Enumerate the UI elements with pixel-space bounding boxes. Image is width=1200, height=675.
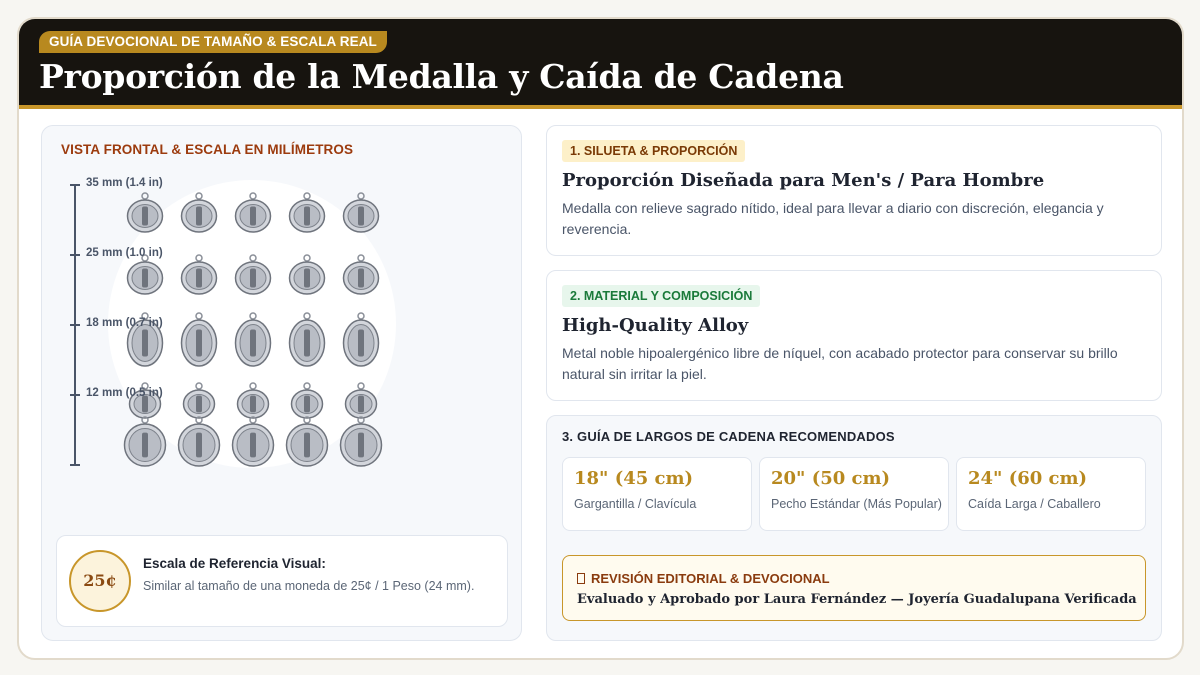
medal-icon [342, 312, 380, 368]
medal-icon [180, 254, 218, 296]
silhouette-chip: 1. SILUETA & PROPORCIÓN [562, 140, 745, 162]
chain-length: 18" (45 cm) [574, 468, 694, 489]
page-title: Proporción de la Medalla y Caída de Cadena [39, 57, 844, 96]
medal-icon [288, 312, 326, 368]
medal-icon [234, 312, 272, 368]
chain-option-24 [956, 457, 1146, 531]
scale-label-12mm: 12 mm (0.5 in) [86, 387, 163, 399]
medal-icon [123, 416, 167, 468]
scale-label-18mm: 18 mm (0.7 in) [86, 317, 163, 329]
silhouette-description: Medalla con relieve sagrado nítido, ideal para llevar a diario con discreción, elegancia y reverencia. [562, 200, 1104, 237]
silhouette-card [546, 125, 1162, 256]
review-body: Evaluado y Aprobado por Laura Fernández — Joyería Guadalupana Verificada [577, 592, 1137, 607]
medal-icon [180, 312, 218, 368]
medal-icon [290, 382, 324, 420]
medal-icon [126, 192, 164, 234]
ruler-tick [70, 254, 80, 256]
scale-panel-title: VISTA FRONTAL & ESCALA EN MILÍMETROS [61, 142, 354, 157]
medal-icon [236, 382, 270, 420]
badge-check-icon [577, 573, 585, 584]
silhouette-title: Proporción Diseñada para Men's / Para Hombre [562, 170, 1045, 191]
chain-option-18 [562, 457, 752, 531]
ruler-tick [70, 464, 80, 466]
material-description: Metal noble hipoalergénico libre de níquel, con acabado protector para conservar su brillo natural sin irritar la piel. [562, 345, 1118, 382]
medal-icon [180, 192, 218, 234]
material-card [546, 270, 1162, 401]
reference-title: Escala de Referencia Visual: [143, 556, 326, 571]
medal-icon [234, 192, 272, 234]
review-heading [577, 571, 830, 586]
editorial-review [562, 555, 1146, 621]
scale-label-35mm: 35 mm (1.4 in) [86, 177, 163, 189]
reference-description: Similar al tamaño de una moneda de 25¢ / 1 Peso (24 mm). [143, 579, 475, 593]
chain-guide-title: 3. GUÍA DE LARGOS DE CADENA RECOMENDADOS [562, 429, 895, 444]
chain-label: Caída Larga / Caballero [968, 497, 1101, 511]
medal-icon [288, 192, 326, 234]
scale-label-25mm: 25 mm (1.0 in) [86, 247, 163, 259]
medal-icon [182, 382, 216, 420]
chain-option-20 [759, 457, 949, 531]
medal-icon [342, 254, 380, 296]
medal-icon [342, 192, 380, 234]
chain-guide-card [546, 415, 1162, 641]
guide-badge: GUÍA DEVOCIONAL DE TAMAÑO & ESCALA REAL [39, 31, 387, 53]
ruler-tick [70, 324, 80, 326]
review-heading-text: REVISIÓN EDITORIAL & DEVOCIONAL [591, 571, 830, 586]
medal-icon [344, 382, 378, 420]
chain-length: 24" (60 cm) [968, 468, 1088, 489]
medal-icon [234, 254, 272, 296]
scale-panel [41, 125, 522, 641]
medal-icon [231, 416, 275, 468]
medal-icon [339, 416, 383, 468]
material-title: High-Quality Alloy [562, 315, 749, 336]
infographic-card [17, 17, 1184, 660]
coin-label: 25¢ [83, 571, 117, 590]
ruler-tick [70, 184, 80, 186]
medal-icon [285, 416, 329, 468]
medal-icon [288, 254, 326, 296]
header [19, 19, 1182, 109]
medal-icon [177, 416, 221, 468]
scale-figure [62, 174, 422, 474]
ruler-tick [70, 394, 80, 396]
reference-box [56, 535, 508, 627]
chain-label: Pecho Estándar (Más Popular) [771, 497, 942, 511]
medal-icon [126, 254, 164, 296]
material-chip: 2. MATERIAL Y COMPOSICIÓN [562, 285, 760, 307]
chain-length: 20" (50 cm) [771, 468, 891, 489]
chain-label: Gargantilla / Clavícula [574, 497, 697, 511]
coin-icon [69, 550, 131, 612]
